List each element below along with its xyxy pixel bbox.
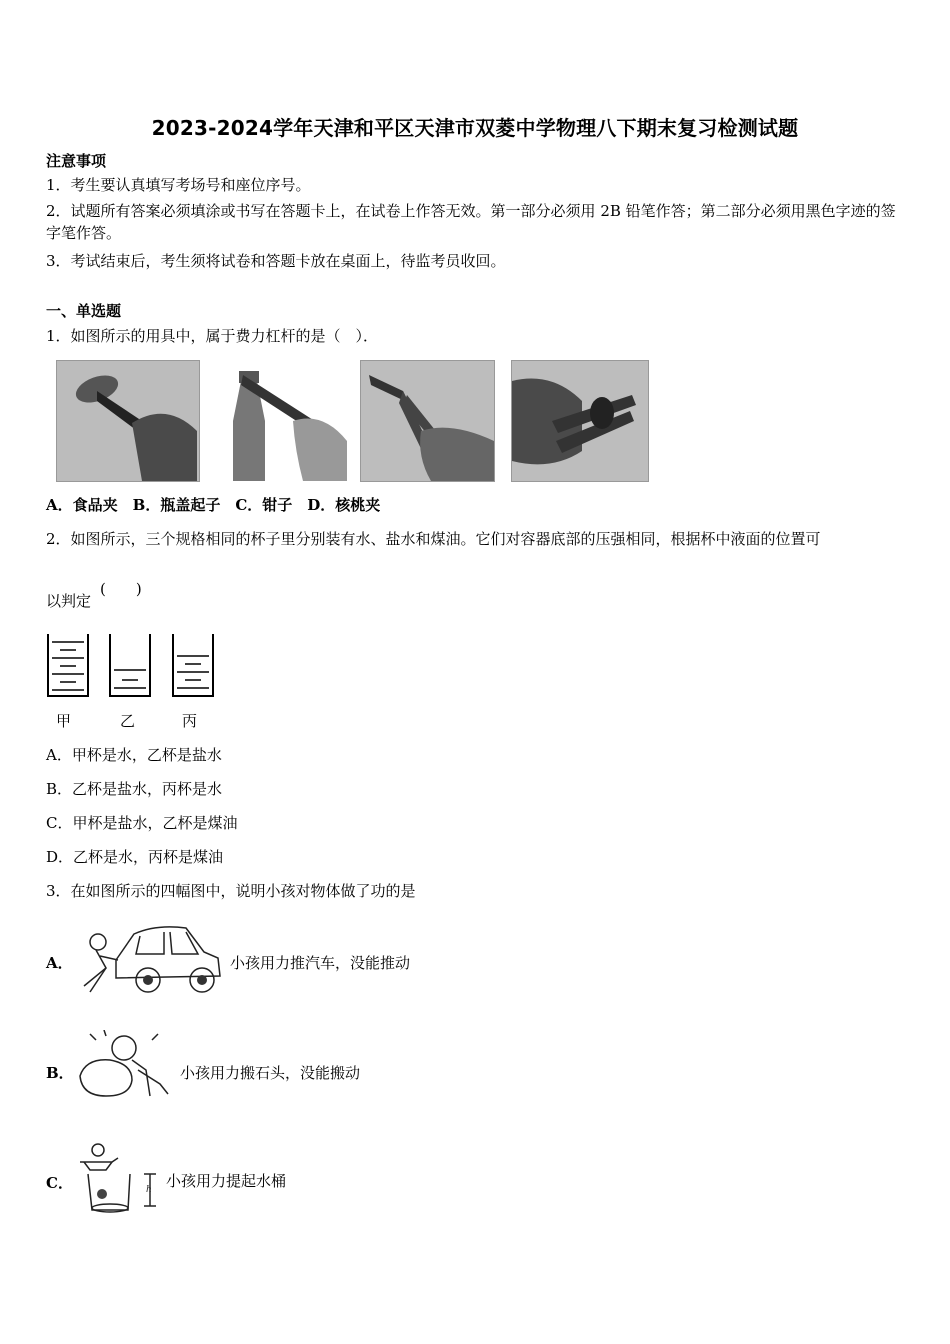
q2-option-d: D．乙杯是水，丙杯是煤油	[46, 848, 224, 866]
svg-text:h: h	[146, 1185, 152, 1195]
notice-item-2: 2．试题所有答案必须填涂或书写在答题卡上，在试卷上作答无效。第一部分必须用 2B 铅笔作答；第二部分必须用黑色字迹的签字笔作答。	[46, 202, 896, 242]
q2-answer-blank: ( )	[100, 580, 142, 598]
q3-stem: 3．在如图所示的四幅图中，说明小孩对物体做了功的是	[46, 882, 416, 900]
notice-item-1: 1．考生要认真填写考场号和座位序号。	[46, 176, 311, 194]
page-title: 2023-2024学年天津和平区天津市双菱中学物理八下期末复习检测试题	[151, 116, 799, 140]
cup-label-jia: 甲	[56, 712, 72, 730]
bottle-opener-photo	[222, 360, 348, 482]
q3-option-b-text: 小孩用力搬石头，没能搬动	[180, 1064, 361, 1082]
q2-option-a: A．甲杯是水，乙杯是盐水	[46, 746, 222, 764]
lift-rock-illustration	[76, 1030, 174, 1100]
notice-heading: 注意事项	[46, 152, 107, 170]
q3-option-b-label: B．	[46, 1064, 74, 1082]
q3-option-a-label: A．	[46, 954, 73, 972]
food-tongs-photo	[56, 360, 200, 482]
q2-stem-line1: 2．如图所示，三个规格相同的杯子里分别装有水、盐水和煤油。它们对容器底部的压强相同，根据杯中液面的位置可	[46, 530, 821, 548]
q2-option-c: C．甲杯是盐水，乙杯是煤油	[46, 814, 238, 832]
q3-option-c-text: 小孩用力提起水桶	[166, 1172, 287, 1190]
cup-label-bing: 丙	[182, 712, 198, 730]
q3-option-a-text: 小孩用力推汽车，没能推动	[230, 954, 411, 972]
q1-options: A．食品夹 B．瓶盖起子 C．钳子 D．核桃夹	[46, 496, 381, 514]
q2-option-b: B．乙杯是盐水，丙杯是水	[46, 780, 223, 798]
nutcracker-photo	[511, 360, 649, 482]
cup-label-yi: 乙	[120, 712, 136, 730]
push-car-illustration	[76, 920, 224, 998]
q3-option-c-label: C．	[46, 1174, 73, 1192]
notice-item-3: 3．考试结束后，考生须将试卷和答题卡放在桌面上，待监考员收回。	[46, 252, 506, 270]
q2-stem-line2: 以判定	[46, 592, 92, 610]
lift-bucket-illustration	[70, 1140, 162, 1216]
q1-stem: 1．如图所示的用具中，属于费力杠杆的是（ ）．	[46, 327, 379, 345]
pliers-photo	[360, 360, 495, 482]
section-heading: 一、单选题	[46, 302, 122, 320]
